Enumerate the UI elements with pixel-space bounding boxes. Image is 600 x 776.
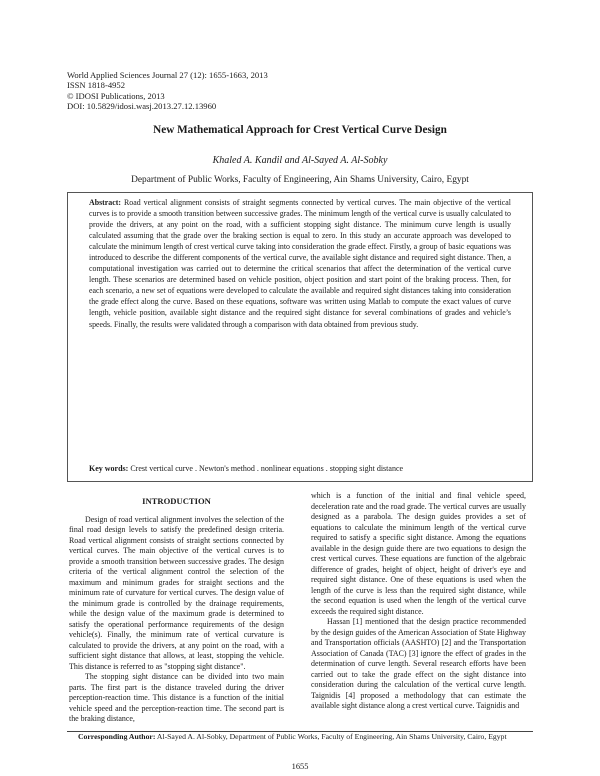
intro-paragraph-3: which is a function of the initial and final vehicle speed, deceleration rate and the road grade. The vertical curves are usually designed as a parabola. The design guides provides a set of equations to calculate the minimum length of the vertical curve required to satisfy a specific sight distance. Among the equations available in the design guide there are two equations to design the crest vertical curves. These equations are function of the algebraic difference of grades, height of object, height of driver's eye and required sight distance. One of these equations is used when the length of the curve is less than the required sight distance, while the second equation is used when the length of the vertical curve exceeds the required sight distance. [311,491,526,616]
keywords [89,464,519,473]
left-column [69,496,284,725]
keywords-text: Crest vertical curve . Newton's method . nonlinear equations . stopping sight distance [130,464,404,473]
abstract-text: Road vertical alignment consists of straight segments connected by vertical curves. The main objective of the vertical curves is to provide a smooth transition between successive grades. The minimum length of the vertical curve is usually calculated to provide the drivers, at any point on the road, with a sufficient stopping sight distance. The minimum curve length is usually calculated assuming that the grade over the braking section is equal to zero. In this study an accurate approach was developed to calculate the minimum length of crest vertical curve taking into consideration the grade effect. Firstly, a group of basic equations was introduced to describe the different components of the vertical curve, the available sight distance and required sight distance. Then, a computational investigation was carried out to determine the critical scenarios that affect the determination of the vertical curve length. These scenarios are determined based on vehicle position, object position and start point of the braking process. Then, for each scenario, a new set of equations were developed to calculate the available and required sight distances taking into consideration the grade effect along the curve. Based on these equations, software was written using Matlab to compute the exact values of curve length, vehicle position, available sight distance and the required sight distance for several combinations of grades and vehicle’s speeds. Finally, the results were validated through a comparison with data obtained from previous study. [89,198,511,329]
journal-publisher: © IDOSI Publications, 2013 [67,90,165,101]
intro-paragraph-1: Design of road vertical alignment involves the selection of the final road design levels to satisfy the predefined design criteria. Road vertical alignment consists of straight sections connected by vertical curves. The main objective of the vertical curves is to provide a smooth transition between successive grades. The design criteria of the vertical alignment control the selection of the maximum and minimum grades for straight sections and the minimum rate of curvature for vertical curves. The design value of the minimum grade is controlled by the drainage requirements, while the design value of the maximum grade is determined to satisfy the operational performance requirements of the design vehicle(s). Finally, the minimum rate of vertical curvature is calculated to provide the drivers, at any point on the road, with a sufficient sight distance that allows, at least, stopping the vehicle. This distance is referred to as "stopping sight distance". [69,514,284,671]
abstract-label: Abstract: [89,198,121,207]
journal-issn: ISSN 1818-4952 [67,80,126,91]
abstract [89,197,511,330]
right-column [311,491,526,712]
intro-heading: INTRODUCTION [142,496,211,506]
keywords-label: Key words: [89,464,129,473]
corresponding-label: Corresponding Author: [78,732,156,741]
paper-authors: Khaled A. Kandil and Al-Sayed A. Al-Sobky [212,155,388,166]
journal-info [67,70,268,112]
paper-title: New Mathematical Approach for Crest Vertical Curve Design [153,124,447,136]
corresponding-author [78,732,528,742]
intro-paragraph-4: Hassan [1] mentioned that the design practice recommended by the design guides of the American Association of State Highway and Transportation officials (AASHTO) [2] and the Transportation Association of Canada (TAC) [3] ignore the effect of grades in the determination of curve length. Several research efforts have been carried out to take the grade effect on the sight distance into consideration during the calculation of the vertical curve length. Taignidis [4] proposed a methodology that can estimate the available sight distance along a crest vertical curve. Taignidis and [311,617,526,710]
journal-doi: DOI: 10.5829/idosi.wasj.2013.27.12.13960 [67,101,217,112]
intro-paragraph-2: The stopping sight distance can be divided into two main parts. The first part is the distance traveled during the driver perception-reaction time. This distance is a function of the initial vehicle speed and the perception-reaction time. The second part is the braking distance, [69,672,284,723]
author-affiliation: Department of Public Works, Faculty of Engineering, Ain Shams University, Cairo, Egypt [131,175,469,185]
corresponding-text: Al-Sayed A. Al-Sobky, Department of Public Works, Faculty of Engineering, Ain Shams University, Cairo, Egypt [156,732,507,741]
page-number: 1655 [291,762,309,771]
journal-citation: World Applied Sciences Journal 27 (12): 1655-1663, 2013 [67,70,268,80]
